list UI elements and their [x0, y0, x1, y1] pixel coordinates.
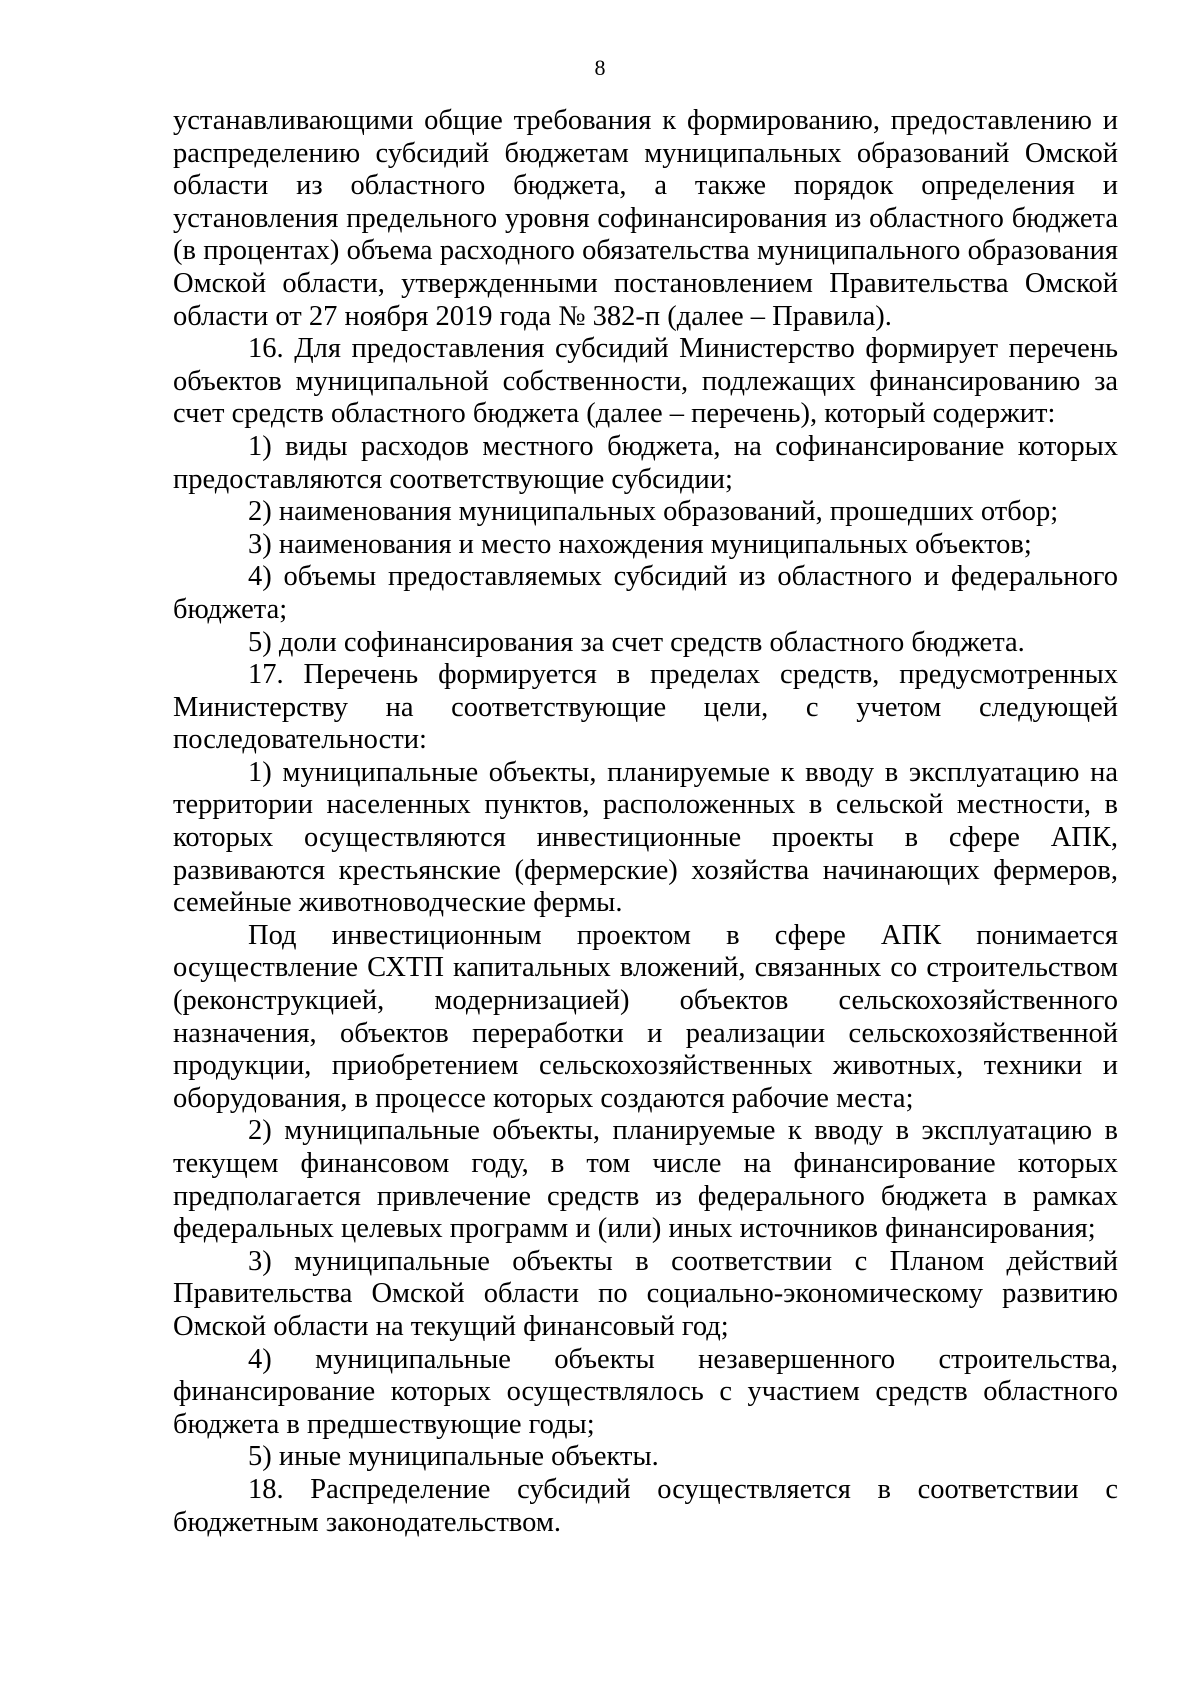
paragraph-subitem-17-2: 2) муниципальные объекты, планируемые к вводу в эксплуатацию в текущем финансовом году, в том числе на финансирование которых предполагается привлечение средств из федерального бюджета в рамках федеральных целевых программ и (или) иных источников финансирования;	[173, 1115, 1118, 1245]
paragraph-item-16: 16. Для предоставления субсидий Министерство формирует перечень объектов муниципальной собственности, подлежащих финансированию за счет средств областного бюджета (далее – перечень), который содержит:	[173, 333, 1118, 430]
paragraph-continuation: устанавливающими общие требования к формированию, предоставлению и распределению субсидий бюджетам муниципальных образований Омской области из областного бюджета, а также порядок определения и установления предельного уровня софинансирования из областного бюджета (в процентах) объема расходного обязательства муниципального образования Омской области, утвержденными постановлением Правительства Омской области от 27 ноября 2019 года № 382-п (далее – Правила).	[173, 105, 1118, 332]
page-number: 8	[594, 55, 606, 80]
paragraph-subitem-17-1: 1) муниципальные объекты, планируемые к вводу в эксплуатацию на территории населенных пунктов, расположенных в сельской местности, в которых осуществляются инвестиционные проекты в сфере АПК, развиваются крестьянские (фермерские) хозяйства начинающих фермеров, семейные животноводческие фермы.	[173, 756, 1118, 919]
paragraph-subitem-17-3: 3) муниципальные объекты в соответствии с Планом действий Правительства Омской области по социально-экономическому развитию Омской области на текущий финансовый год;	[173, 1245, 1118, 1342]
paragraph-subitem-16-3: 3) наименования и место нахождения муниципальных объектов;	[248, 528, 1032, 560]
document-body	[173, 105, 1118, 1539]
paragraph-item-18: 18. Распределение субсидий осуществляется в соответствии с бюджетным законодательством.	[173, 1473, 1118, 1538]
paragraph-subitem-17-5: 5) иные муниципальные объекты.	[248, 1441, 659, 1473]
paragraph-item-17: 17. Перечень формируется в пределах средств, предусмотренных Министерству на соответствующие цели, с учетом следующей последовательности:	[173, 659, 1118, 756]
paragraph-subitem-16-4: 4) объемы предоставляемых субсидий из областного и федерального бюджета;	[173, 561, 1118, 625]
paragraph-definition: Под инвестиционным проектом в сфере АПК понимается осуществление СХТП капитальных вложений, связанных со строительством (реконструкцией, модернизацией) объектов сельскохозяйственного назначения, объектов переработки и реализации сельскохозяйственной продукции, приобретением сельскохозяйственных животных, техники и оборудования, в процессе которых создаются рабочие места;	[173, 919, 1118, 1114]
paragraph-subitem-16-5: 5) доли софинансирования за счет средств областного бюджета.	[248, 626, 1025, 658]
paragraph-subitem-16-2: 2) наименования муниципальных образований, прошедших отбор;	[248, 496, 1059, 528]
paragraph-subitem-17-4: 4) муниципальные объекты незавершенного строительства, финансирование которых осуществлялось с участием средств областного бюджета в предшествующие годы;	[173, 1343, 1118, 1440]
paragraph-subitem-16-1: 1) виды расходов местного бюджета, на софинансирование которых предоставляются соответствующие субсидии;	[173, 430, 1118, 495]
